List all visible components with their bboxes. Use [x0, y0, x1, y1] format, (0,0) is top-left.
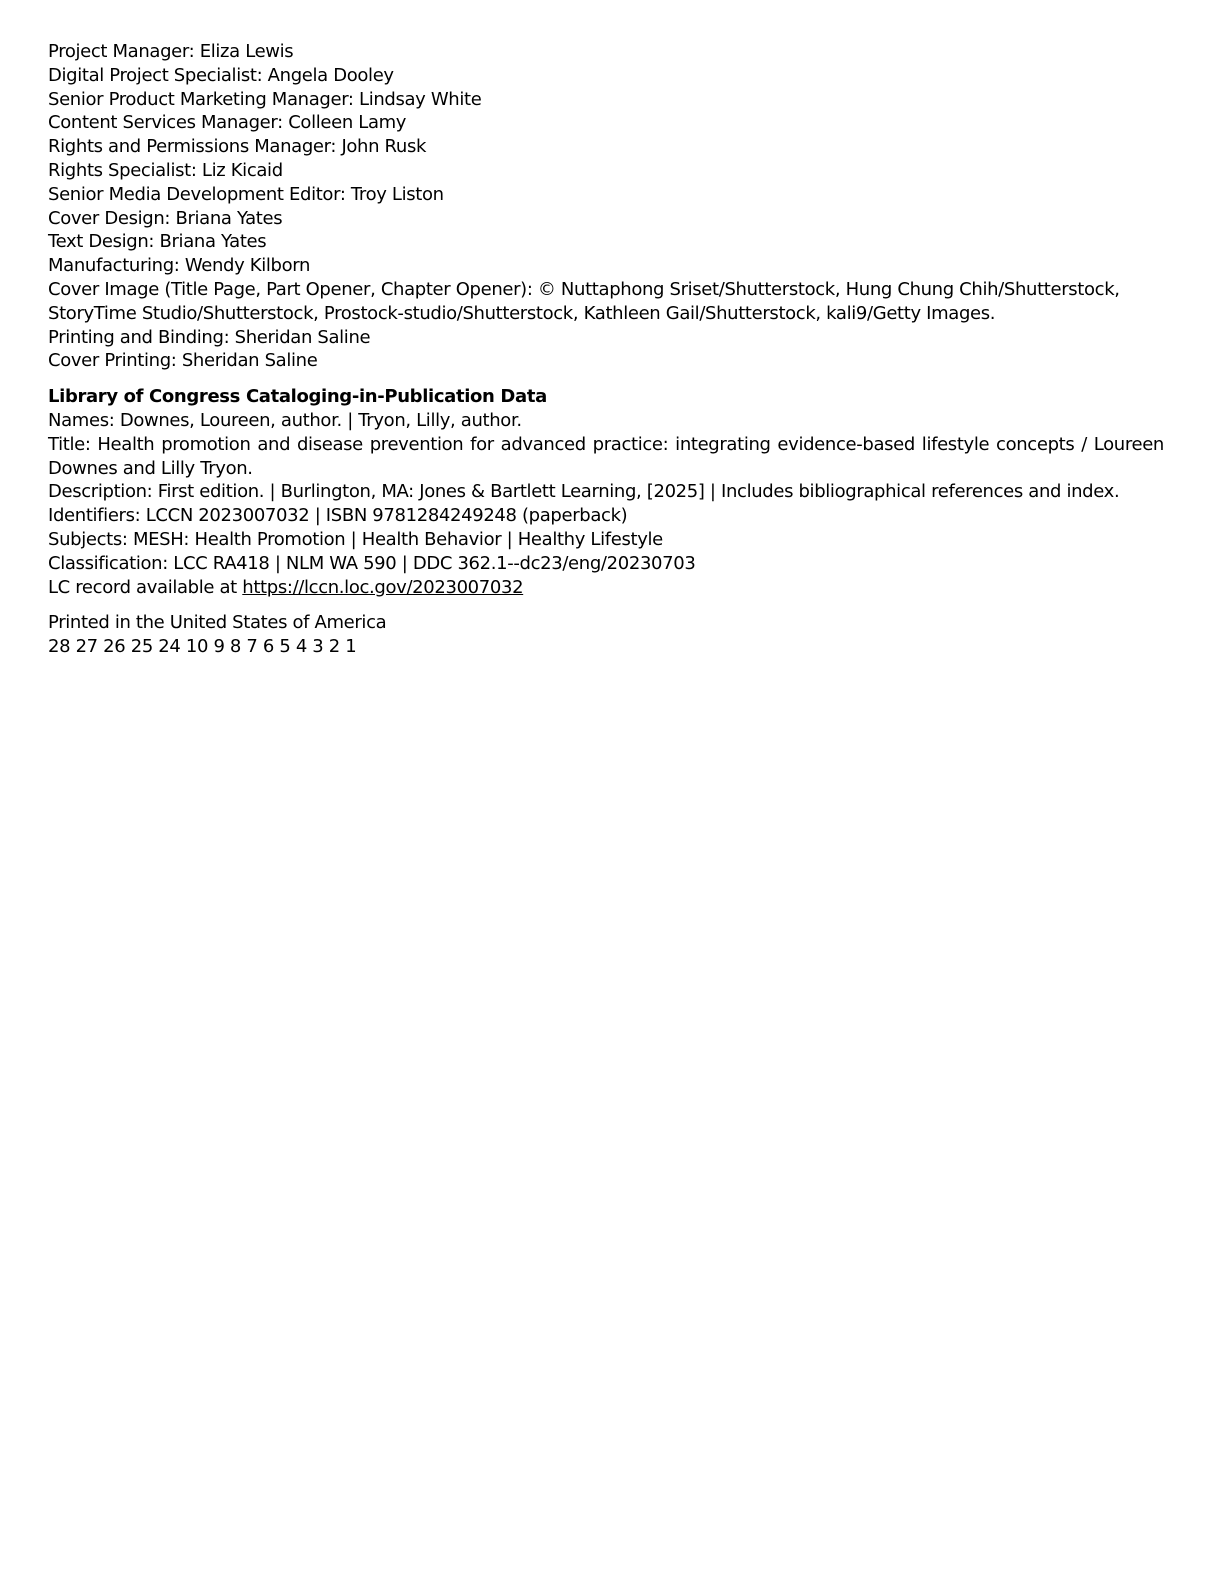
cip-heading: Library of Congress Cataloging-in-Publication Data	[48, 386, 547, 408]
cip-classification: Classification: LCC RA418 | NLM WA 590 | DDC 362.1--dc23/eng/20230703	[48, 552, 696, 574]
printing-line: 28 27 26 25 24 10 9 8 7 6 5 4 3 2 1	[48, 636, 357, 658]
credit-senior-product-marketing-manager: Senior Product Marketing Manager: Lindsay White	[48, 88, 482, 110]
credit-cover-printing: Cover Printing: Sheridan Saline	[48, 350, 318, 372]
lc-record-prefix: LC record available at	[48, 576, 243, 598]
credit-printing-binding: Printing and Binding: Sheridan Saline	[48, 326, 371, 348]
credit-senior-media-development-editor: Senior Media Development Editor: Troy Liston	[48, 183, 444, 205]
printing-block	[48, 611, 1164, 659]
credit-project-manager: Project Manager: Eliza Lewis	[48, 41, 294, 62]
credit-digital-project-specialist: Digital Project Specialist: Angela Dooley	[48, 64, 394, 86]
credit-text-design: Text Design: Briana Yates	[48, 231, 267, 253]
credit-manufacturing: Manufacturing: Wendy Kilborn	[48, 255, 311, 277]
cip-subjects: Subjects: MESH: Health Promotion | Health Behavior | Healthy Lifestyle	[48, 528, 663, 550]
cip-block	[48, 385, 1164, 599]
credit-cover-design: Cover Design: Briana Yates	[48, 207, 283, 229]
cip-title: Title: Health promotion and disease prevention for advanced practice: integrating evidence-based lifestyle concepts / Loureen Downes and Lilly Tryon.	[48, 433, 1164, 479]
credit-content-services-manager: Content Services Manager: Colleen Lamy	[48, 112, 407, 134]
cip-description: Description: First edition. | Burlington, MA: Jones & Bartlett Learning, [2025] | Includes bibliographical references and index.	[48, 481, 1120, 503]
cip-names: Names: Downes, Loureen, author. | Tryon, Lilly, author.	[48, 409, 522, 431]
copyright-page	[48, 40, 1164, 659]
credits-block	[48, 40, 1164, 373]
cip-identifiers: Identifiers: LCCN 2023007032 | ISBN 9781284249248 (paperback)	[48, 505, 628, 527]
credit-cover-image: Cover Image (Title Page, Part Opener, Chapter Opener): © Nuttaphong Sriset/Shutterstock, Hung Chung Chih/Shutterstock, StoryTime Studio/Shutterstock, Prostock-studio/Shutterstock, Kathleen Gail/Shutterstock, kali9/Getty Images.	[48, 278, 1120, 324]
credit-rights-permissions-manager: Rights and Permissions Manager: John Rusk	[48, 136, 427, 158]
credit-rights-specialist: Rights Specialist: Liz Kicaid	[48, 159, 283, 181]
lc-record-link[interactable]: https://lccn.loc.gov/2023007032	[242, 576, 524, 598]
printed-in: Printed in the United States of America	[48, 612, 387, 634]
cip-lc-record	[48, 576, 1164, 600]
